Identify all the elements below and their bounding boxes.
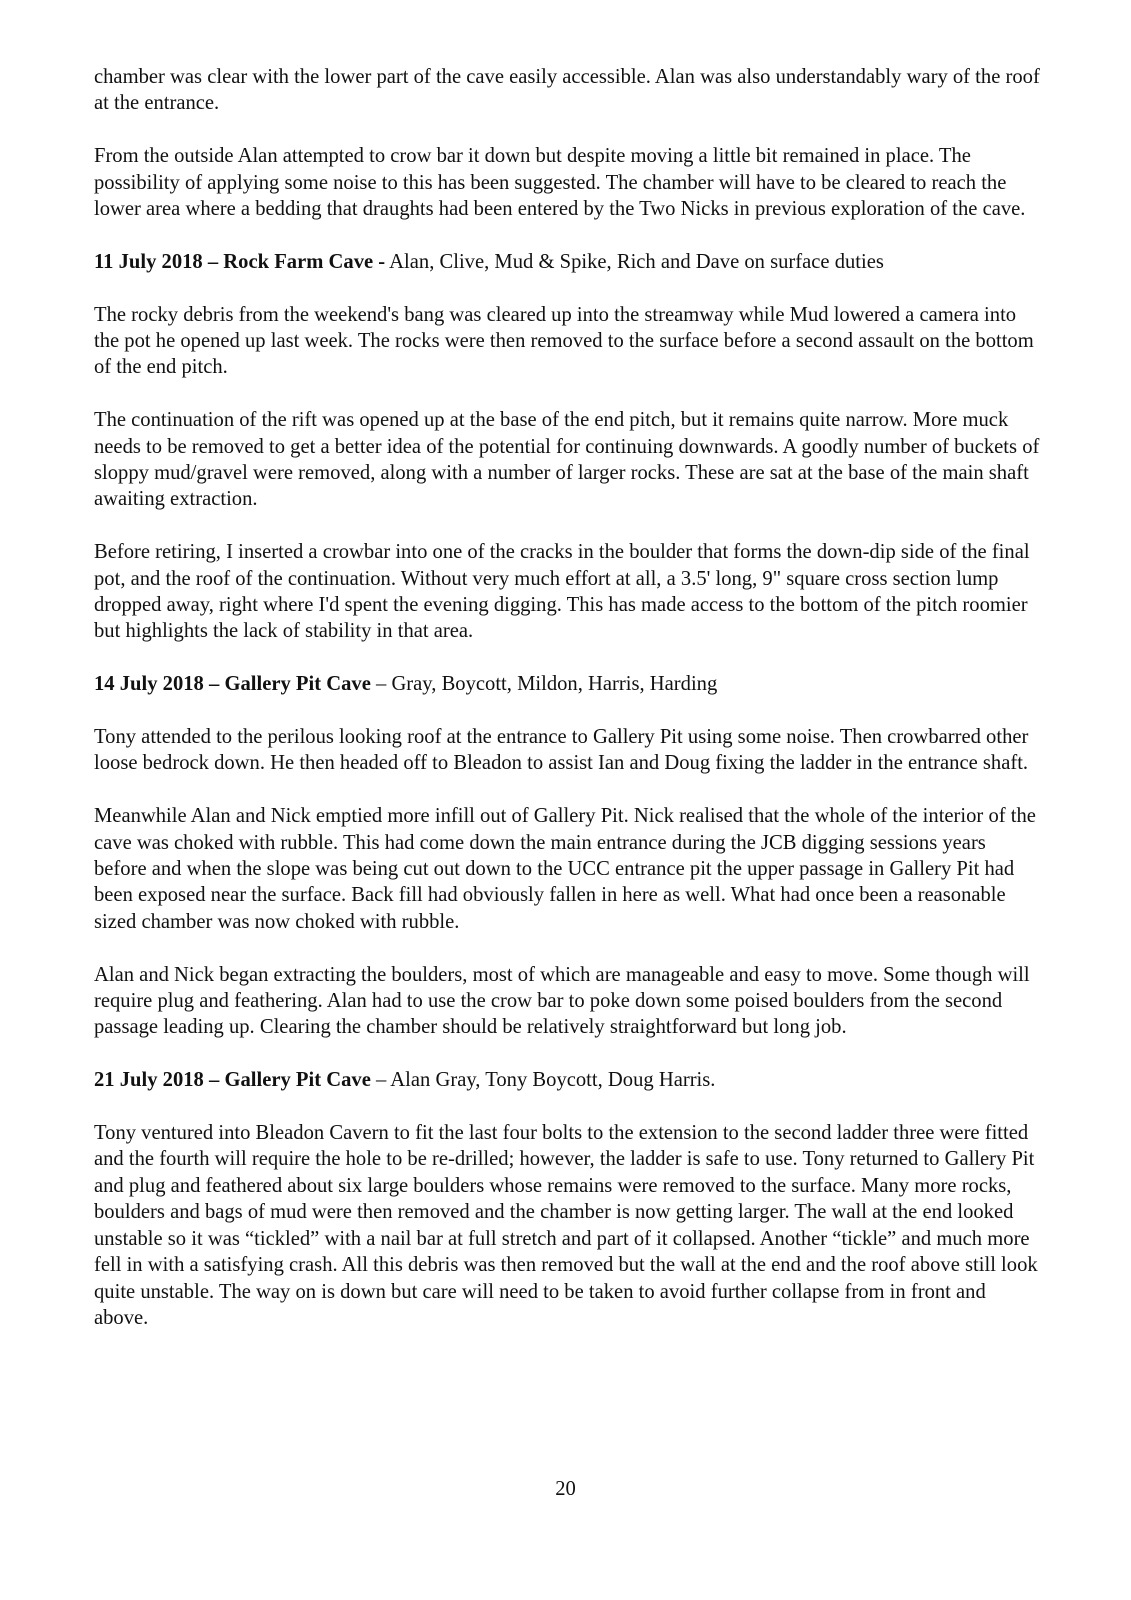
- entry-heading-14-july: [94, 671, 1040, 697]
- paragraph-tony-roof: Tony attended to the perilous looking roof at the entrance to Gallery Pit using some noise. Then crowbarred other loose bedrock down. He then headed off to Bleadon to assist Ian and Doug fixing the ladder in the entrance shaft.: [94, 726, 1029, 775]
- paragraph-rocky-debris: The rocky debris from the weekend's bang was cleared up into the streamway while Mud lowered a camera into the pot he opened up last week. The rocks were then removed to the surface before a second assault on the bottom of the end pitch.: [94, 303, 1034, 379]
- paragraph-before-retiring: Before retiring, I inserted a crowbar into one of the cracks in the boulder that forms the down-dip side of the final pot, and the roof of the continuation. Without very much effort at all, a 3.5' long, 9" square cross section lump dropped away, right where I'd spent the evening digging. This has made access to the bottom of the pitch roomier but highlights the lack of stability in that area.: [94, 541, 1030, 643]
- entry-heading-11-july: [94, 249, 1040, 275]
- paragraph-rift-continuation: The continuation of the rift was opened up at the base of the end pitch, but it remains quite narrow. More muck needs to be removed to get a better idea of the potential for continuing downwards. A goodly number of buckets of sloppy mud/gravel were removed, along with a number of larger rocks. These are sat at the base of the main shaft awaiting extraction.: [94, 409, 1040, 511]
- paragraph-boulders: Alan and Nick began extracting the boulders, most of which are manageable and easy to move. Some though will require plug and feathering. Alan had to use the crow bar to poke down some poised boulders from the second passage leading up. Clearing the chamber should be relatively straightforward but long job.: [94, 963, 1030, 1039]
- entry-heading-11-july-attendees: Alan, Clive, Mud & Spike, Rich and Dave on surface duties: [385, 250, 884, 273]
- document-body: [94, 64, 1040, 1358]
- paragraph-bleadon-cavern: Tony ventured into Bleadon Cavern to fit the last four bolts to the extension to the second ladder three were fitted and the fourth will require the hole to be re-drilled; however, the ladder is safe to use. Tony returned to Gallery Pit and plug and feathered about six large boulders whose remains were removed to the surface. Many more rocks, boulders and bags of mud were then removed and the chamber is now getting larger. The wall at the end looked unstable so it was “tickled” with a nail bar at full stretch and part of it collapsed. Another “tickle” and much more fell in with a satisfying crash. All this debris was then removed but the wall at the end and the roof above still look quite unstable. The way on is down but care will need to be taken to avoid further collapse from in front and above.: [94, 1122, 1038, 1329]
- entry-heading-14-july-attendees: – Gray, Boycott, Mildon, Harris, Harding: [370, 673, 718, 696]
- paragraph-crow-bar-attempt: From the outside Alan attempted to crow bar it down but despite moving a little bit remained in place. The possibility of applying some noise to this has been suggested. The chamber will have to be cleared to reach the lower area where a bedding that draughts had been entered by the Two Nicks in previous exploration of the cave.: [94, 145, 1026, 221]
- entry-heading-14-july-title: 14 July 2018 – Gallery Pit Cave: [94, 673, 371, 696]
- entry-heading-11-july-title: 11 July 2018 – Rock Farm Cave -: [94, 250, 386, 273]
- paragraph-infill: Meanwhile Alan and Nick emptied more infill out of Gallery Pit. Nick realised that the whole of the interior of the cave was choked with rubble. This had come down the main entrance during the JCB digging sessions years before and when the slope was being cut out down to the UCC entrance pit the upper passage in Gallery Pit had been exposed near the surface. Back fill had obviously fallen in here as well. What had once been a reasonable sized chamber was now choked with rubble.: [94, 805, 1036, 933]
- paragraph-chamber-clear: chamber was clear with the lower part of the cave easily accessible. Alan was also understandably wary of the roof at the entrance.: [94, 66, 1040, 115]
- entry-heading-21-july-title: 21 July 2018 – Gallery Pit Cave: [94, 1069, 371, 1092]
- page-number: 20: [555, 1478, 576, 1500]
- entry-heading-21-july-attendees: – Alan Gray, Tony Boycott, Doug Harris.: [370, 1069, 716, 1092]
- entry-heading-21-july: [94, 1067, 1040, 1093]
